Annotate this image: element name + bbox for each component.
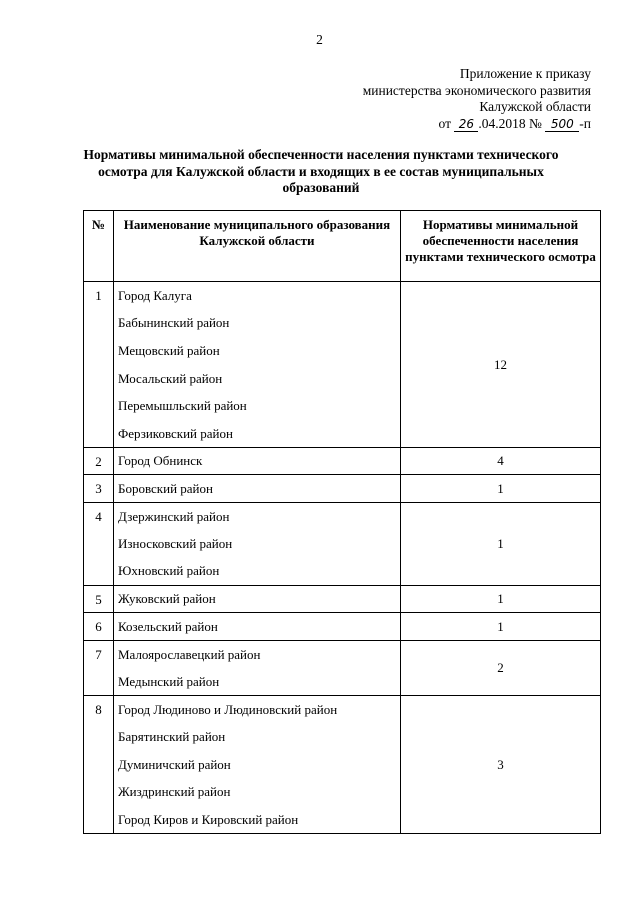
header-date-line (363, 116, 591, 133)
header-line-2: министерства экономического развития (362, 82, 591, 98)
document-title: Нормативы минимальной обеспеченности населения пунктами технического осмотра для Калужской области и входящих в ее состав муниципальных образований (83, 147, 559, 195)
table-row (84, 447, 601, 475)
municipality-name: Перемышльский район (114, 392, 401, 420)
row-number: 8 (84, 695, 114, 833)
norms-table (83, 210, 601, 834)
municipality-name: Малоярославецкий район (114, 640, 401, 668)
norm-value: 1 (401, 475, 601, 503)
municipality-name: Мещовский район (114, 337, 401, 365)
order-suffix: -п (579, 115, 591, 131)
row-number: 5 (84, 585, 114, 613)
table-row (84, 640, 601, 668)
norm-value: 1 (401, 613, 601, 641)
table-row (84, 282, 601, 310)
header-norm: Нормативы минимальной обеспеченности населения пунктами технического осмотра (401, 211, 601, 282)
handwritten-order-number: 500 (545, 117, 579, 132)
municipality-name: Износковский район (114, 530, 401, 558)
norm-value: 3 (401, 695, 601, 833)
header-num: № (84, 211, 114, 282)
appendix-header (363, 66, 591, 132)
table-row (84, 502, 601, 530)
norm-value: 12 (401, 282, 601, 448)
municipality-name: Барятинский район (114, 723, 401, 751)
table-row (84, 475, 601, 503)
municipality-name: Ферзиковский район (114, 419, 401, 447)
table-row (84, 585, 601, 613)
row-number: 4 (84, 502, 114, 585)
row-number: 1 (84, 282, 114, 448)
municipality-name: Думиничский район (114, 751, 401, 779)
header-line-3: Калужской области (479, 99, 591, 114)
row-number: 2 (84, 447, 114, 475)
municipality-name: Боровский район (114, 475, 401, 503)
table-body (84, 282, 601, 834)
municipality-name: Дзержинский район (114, 502, 401, 530)
norm-value: 1 (401, 502, 601, 585)
row-number: 3 (84, 475, 114, 503)
municipality-name: Юхновский район (114, 557, 401, 585)
municipality-name: Козельский район (114, 613, 401, 641)
header-name: Наименование муниципального образования Калужской области (114, 211, 401, 282)
table-row (84, 695, 601, 723)
header-line-1: Приложение к приказу (459, 66, 591, 81)
norm-value: 4 (401, 447, 601, 475)
date-rest: .04.2018 № (478, 115, 542, 131)
municipality-name: Жуковский район (114, 585, 401, 613)
municipality-name: Медынский район (114, 668, 401, 696)
municipality-name: Город Киров и Кировский район (114, 806, 401, 834)
handwritten-day: 26 (454, 117, 478, 132)
row-number: 7 (84, 640, 114, 695)
norm-value: 1 (401, 585, 601, 613)
municipality-name: Город Обнинск (114, 447, 401, 475)
table-header-row (84, 211, 601, 282)
municipality-name: Город Людиново и Людиновский район (114, 695, 401, 723)
table-row (84, 613, 601, 641)
municipality-name: Мосальский район (114, 364, 401, 392)
norm-value: 2 (401, 640, 601, 695)
row-number: 6 (84, 613, 114, 641)
page-number: 2 (316, 32, 323, 47)
municipality-name: Бабынинский район (114, 309, 401, 337)
municipality-name: Город Калуга (114, 282, 401, 310)
date-prefix: от (438, 115, 451, 131)
municipality-name: Жиздринский район (114, 778, 401, 806)
